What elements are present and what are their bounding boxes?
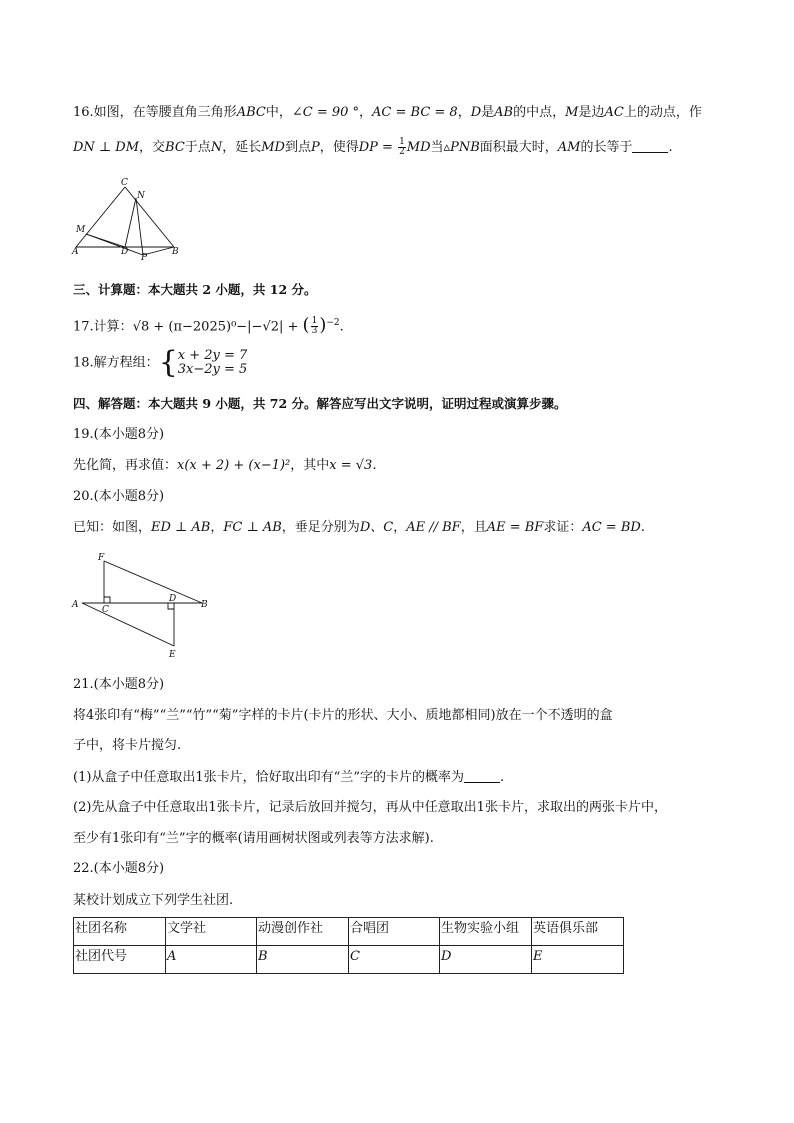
q16-math: MD bbox=[406, 140, 431, 155]
q16-text: 当 bbox=[430, 140, 444, 155]
label-b: B bbox=[172, 247, 179, 257]
q16-math: AB bbox=[494, 105, 514, 120]
triangle-figure-q16 bbox=[70, 176, 185, 261]
equation-2: 3x−2y = 5 bbox=[177, 362, 248, 377]
q17-text: . bbox=[339, 319, 344, 335]
q18-text: 18.解方程组： bbox=[73, 355, 159, 371]
q16-text: 上的动点，作 bbox=[623, 105, 702, 120]
frac-denominator: 2 bbox=[399, 147, 405, 157]
q20-math: AE // BF bbox=[406, 520, 461, 535]
label-p: P bbox=[141, 253, 148, 261]
q17-paren: ) bbox=[319, 314, 327, 336]
q16-math: AM bbox=[557, 140, 581, 155]
table-cell: A bbox=[166, 946, 257, 974]
label-d: D bbox=[121, 247, 129, 257]
q16-text: ，使得 bbox=[319, 140, 359, 155]
q16-text: 的中点， bbox=[513, 105, 566, 120]
q20-text: ，垂足分别为 bbox=[281, 520, 360, 535]
q16-text: 中，∠ bbox=[265, 105, 303, 120]
brace-icon: { bbox=[158, 345, 178, 380]
label-c: C bbox=[102, 605, 109, 615]
section4-title: 四、解答题：本大题共 9 小题，共 72 分。解答应写出文字说明，证明过程或演算步骤。 bbox=[73, 396, 567, 411]
q20-text: 求证： bbox=[543, 520, 583, 535]
label-f: F bbox=[98, 553, 105, 563]
q20-line bbox=[73, 519, 645, 537]
table-cell: 社团名称 bbox=[74, 918, 166, 946]
q16-math: C = 90 ° bbox=[302, 105, 360, 120]
q19-text: . bbox=[372, 458, 377, 473]
q20-math: D、C bbox=[359, 520, 394, 535]
q17-line bbox=[73, 314, 344, 336]
table-cell: 社团代号 bbox=[74, 946, 166, 974]
table-cell: B bbox=[257, 946, 349, 974]
q16-text: 于点 bbox=[184, 140, 211, 155]
label-e: E bbox=[169, 650, 176, 660]
frac-numerator: 1 bbox=[311, 316, 318, 327]
table-cell: 文学社 bbox=[166, 918, 257, 946]
label-a: A bbox=[72, 600, 79, 610]
frac-numerator: 1 bbox=[399, 137, 405, 147]
equation-system bbox=[178, 349, 248, 377]
q21-text: (1)从盒子中任意取出1张卡片，恰好取出印有“兰”字的卡片的概率为 bbox=[73, 770, 464, 785]
q20-math: ED ⊥ AB bbox=[151, 520, 211, 535]
segment-md bbox=[86, 234, 125, 247]
table-cell: 生物实验小组 bbox=[440, 918, 532, 946]
segment-np bbox=[136, 198, 143, 255]
segment-ac bbox=[76, 187, 125, 247]
q16-line1 bbox=[73, 104, 702, 122]
q16-text: 面积最大时， bbox=[479, 140, 558, 155]
table-cell: E bbox=[532, 946, 624, 974]
label-a: A bbox=[72, 247, 79, 257]
section3-title: 三、计算题：本大题共 2 小题，共 12 分。 bbox=[73, 282, 317, 297]
q20-text: ，且 bbox=[460, 520, 487, 535]
q17-math: √8 + (π−2025)⁰−|−√2| + bbox=[132, 319, 303, 335]
clubs-table bbox=[73, 917, 624, 974]
q22-intro: 某校计划成立下列学生社团. bbox=[73, 893, 234, 908]
answer-blank bbox=[632, 138, 668, 153]
q20-math: AE = BF bbox=[486, 520, 544, 535]
q21-line2: 子中，将卡片搅匀. bbox=[73, 738, 182, 753]
q20-text: . bbox=[640, 520, 645, 535]
q17-text: 17.计算： bbox=[73, 319, 133, 335]
q21-line1: 将4张印有“梅”“兰”“竹”“菊”字样的卡片(卡片的形状、大小、质地都相同)放在一个不透明的盒 bbox=[73, 708, 613, 723]
fraction-half bbox=[398, 138, 406, 157]
table-row bbox=[74, 946, 624, 974]
q16-line2 bbox=[73, 138, 673, 157]
q18-line bbox=[73, 345, 248, 380]
q16-math: MD bbox=[261, 140, 285, 155]
label-m: M bbox=[76, 225, 86, 235]
q16-text: . bbox=[668, 140, 673, 155]
q16-math: DP = bbox=[358, 140, 393, 155]
q19-text: ，其中 bbox=[290, 458, 330, 473]
q20-text: 已知：如图， bbox=[73, 520, 152, 535]
frac-denominator: 3 bbox=[311, 326, 318, 337]
answer-blank bbox=[464, 768, 500, 783]
q20-header: 20.(本小题8分) bbox=[73, 489, 165, 504]
q19-math: x(x + 2) + (x−1)² bbox=[177, 458, 291, 473]
q21-text: . bbox=[499, 770, 505, 785]
q16-math: AC = BC = 8 bbox=[372, 105, 458, 120]
table-cell: D bbox=[440, 946, 532, 974]
label-n: N bbox=[137, 191, 145, 201]
q19-math: x = √3 bbox=[329, 458, 373, 473]
q19-header: 19.(本小题8分) bbox=[73, 427, 165, 442]
triangle-figure-q20 bbox=[70, 550, 215, 662]
q19-line bbox=[73, 457, 376, 475]
table-cell: 动漫创作社 bbox=[257, 918, 349, 946]
q16-math: D bbox=[470, 105, 482, 120]
q16-text: 的长等于 bbox=[580, 140, 633, 155]
fraction-third bbox=[311, 317, 319, 336]
q16-text: 是 bbox=[481, 105, 495, 120]
q16-math: ▵PNB bbox=[443, 140, 480, 155]
q17-exponent: −2 bbox=[326, 318, 340, 328]
right-angle-c bbox=[104, 597, 110, 603]
label-c: C bbox=[121, 178, 128, 188]
equation-1: x + 2y = 7 bbox=[177, 348, 248, 363]
q16-text: 16.如图，在等腰直角三角形 bbox=[73, 105, 237, 120]
q20-math: FC ⊥ AB bbox=[223, 520, 282, 535]
q16-text: 到点 bbox=[284, 140, 311, 155]
label-d: D bbox=[169, 594, 177, 604]
q16-math: ABC bbox=[236, 105, 266, 120]
table-cell: 英语俱乐部 bbox=[532, 918, 624, 946]
q20-text: ， bbox=[393, 520, 407, 535]
q16-math: N bbox=[210, 140, 223, 155]
q16-text: ， bbox=[457, 105, 471, 120]
q19-text: 先化简，再求值： bbox=[73, 458, 178, 473]
q21-part2-line1: (2)先从盒子中任意取出1张卡片，记录后放回并搅匀，再从中任意取出1张卡片，求取出的两张卡片中， bbox=[73, 800, 667, 815]
q16-math: M bbox=[565, 105, 579, 120]
segment-cb bbox=[125, 187, 174, 247]
q16-math: DN ⊥ DM bbox=[73, 140, 140, 155]
table-cell: 合唱团 bbox=[349, 918, 440, 946]
table-row bbox=[74, 918, 624, 946]
q20-text: ， bbox=[210, 520, 224, 535]
segment-dn bbox=[125, 198, 136, 247]
q17-paren: ( bbox=[302, 314, 310, 336]
q22-header: 22.(本小题8分) bbox=[73, 861, 165, 876]
table-cell: C bbox=[349, 946, 440, 974]
label-b: B bbox=[201, 600, 208, 610]
segment-ae bbox=[82, 603, 174, 646]
q21-header: 21.(本小题8分) bbox=[73, 677, 165, 692]
q16-text: ， bbox=[359, 105, 373, 120]
q21-part1 bbox=[73, 768, 504, 787]
q16-math: P bbox=[310, 140, 320, 155]
q21-part2-line2: 至少有1张印有“兰”字的概率(请用画树状图或列表等方法求解). bbox=[73, 831, 434, 846]
q16-math: AC bbox=[604, 105, 624, 120]
q16-math: BC bbox=[165, 140, 185, 155]
segment-fb bbox=[104, 561, 202, 603]
q16-text: ，交 bbox=[139, 140, 166, 155]
segment-pb bbox=[143, 247, 174, 255]
q20-math: AC = BD bbox=[582, 520, 641, 535]
q16-text: 是边 bbox=[578, 105, 605, 120]
q16-text: ，延长 bbox=[222, 140, 262, 155]
